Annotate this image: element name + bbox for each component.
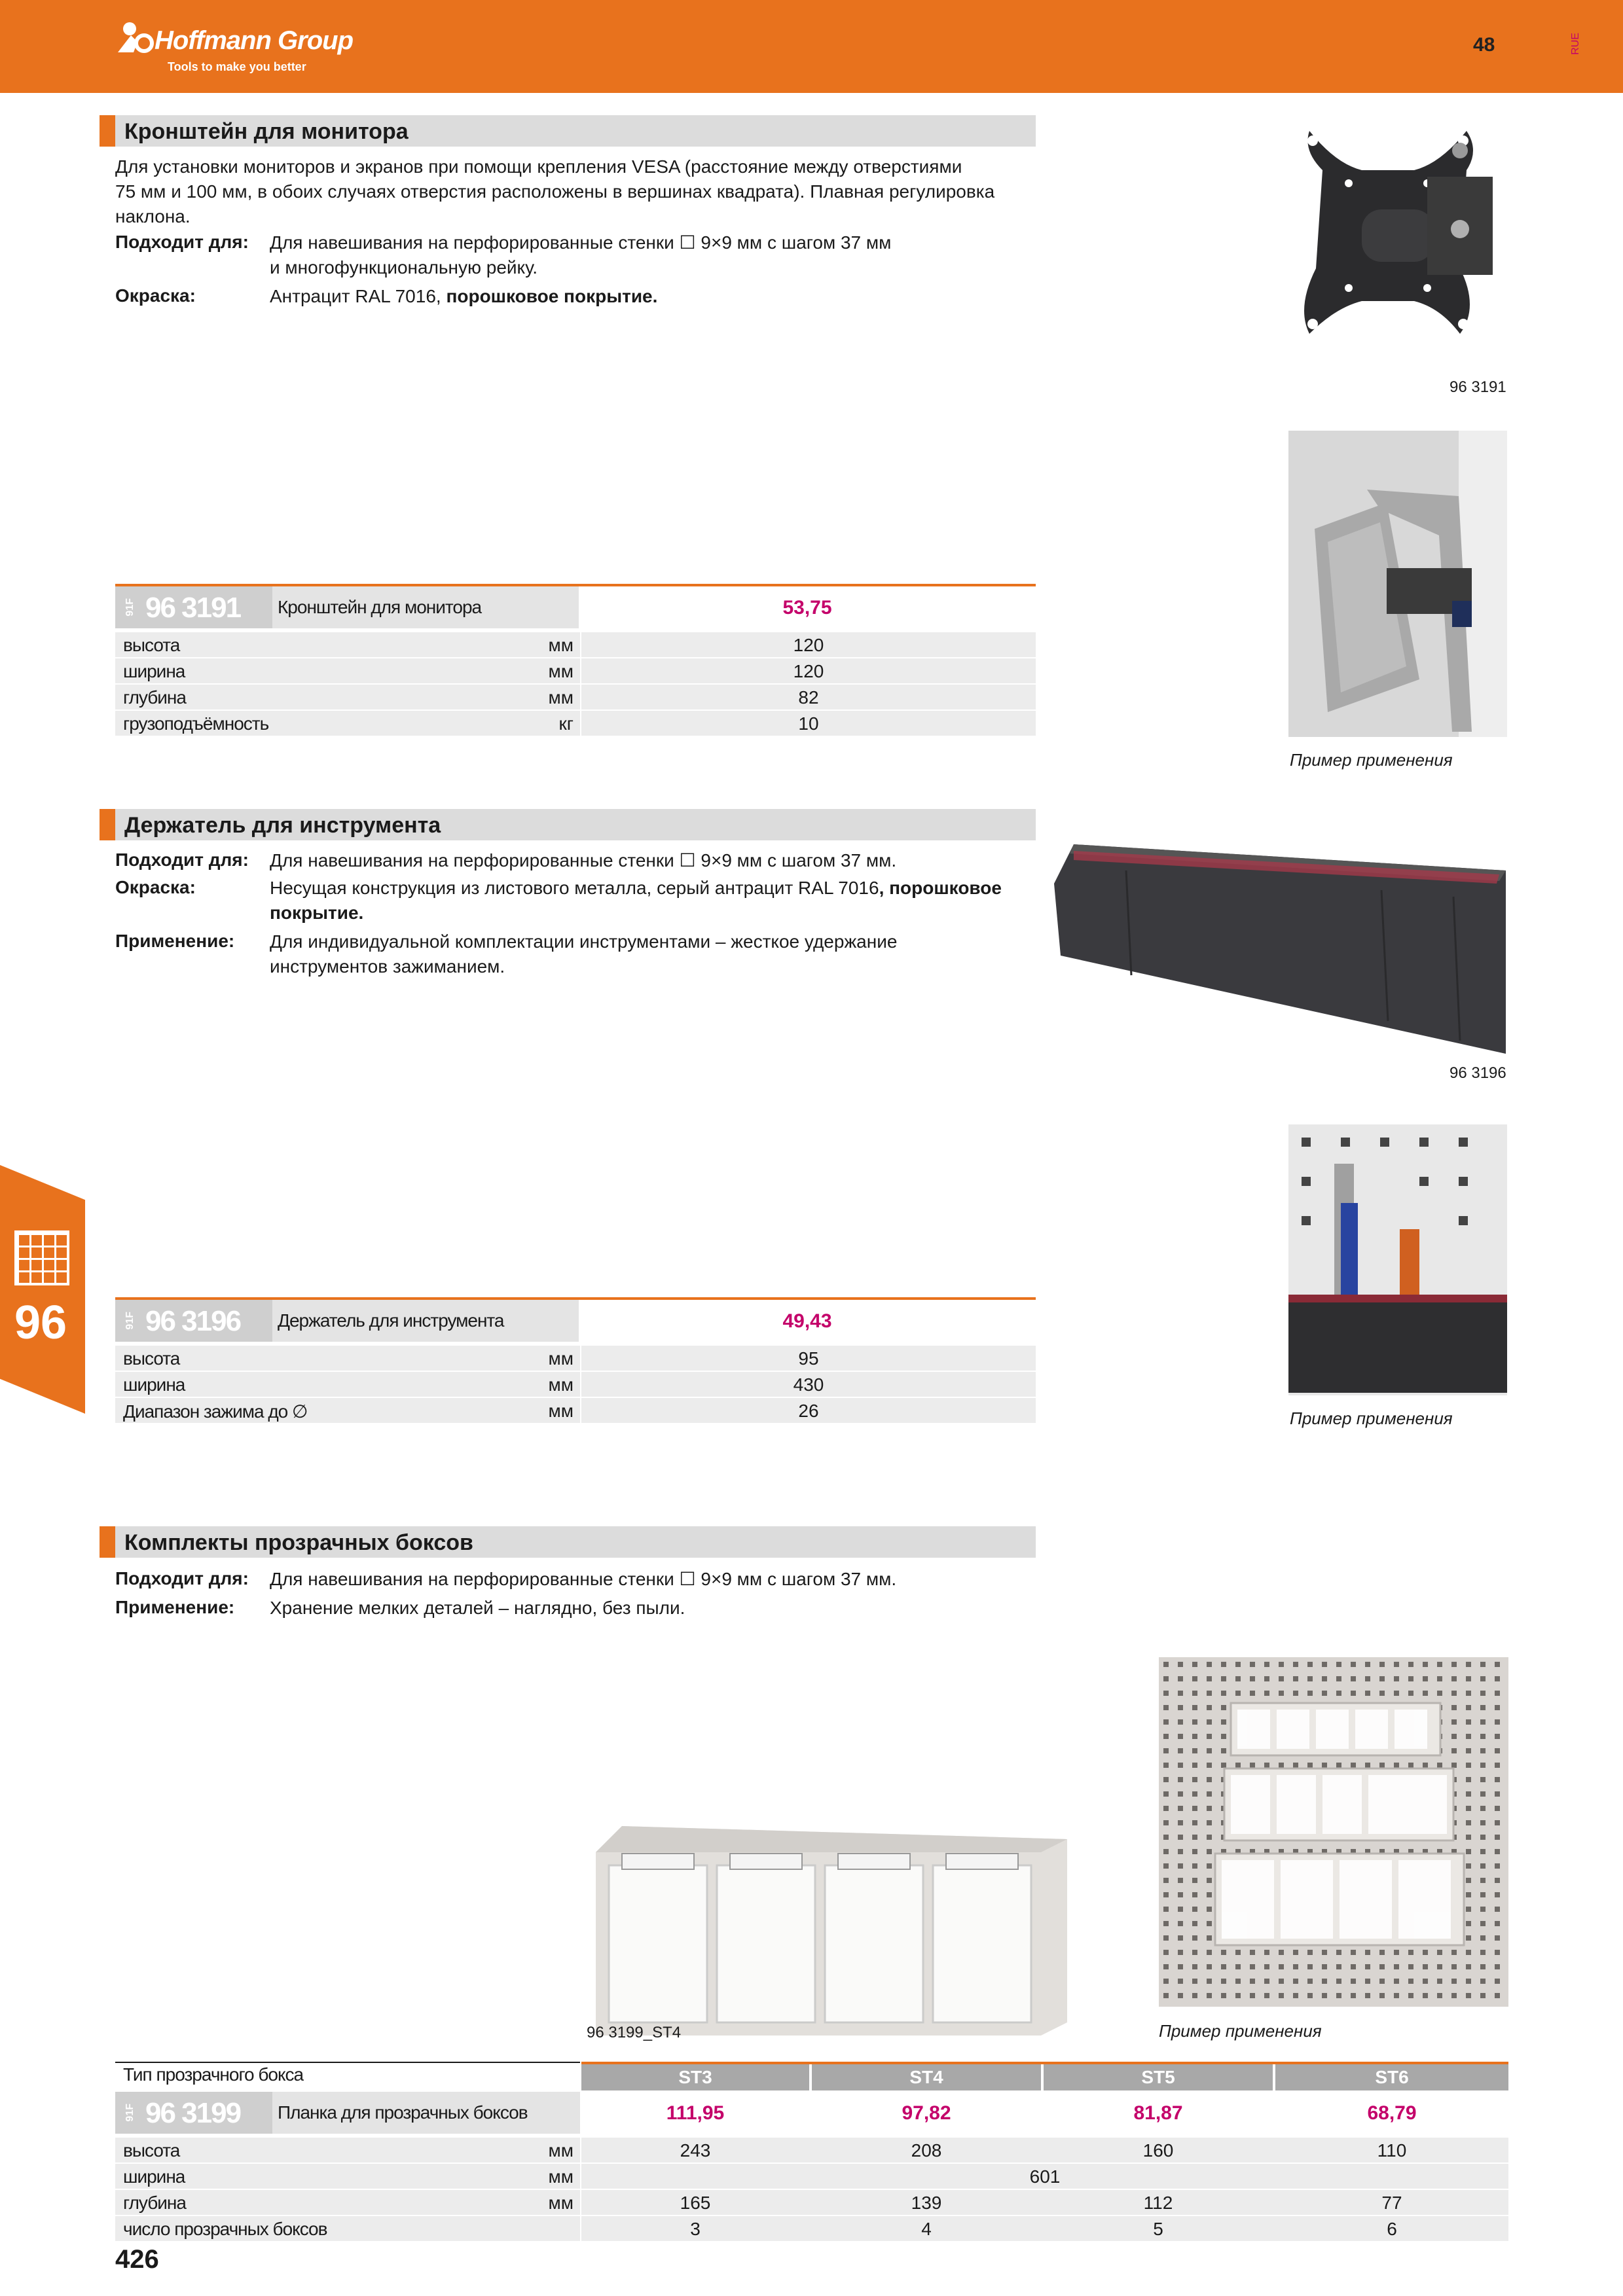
series-tag: 91F [124, 1312, 136, 1330]
fits-value [270, 230, 891, 280]
image-caption: 96 3191 [1450, 378, 1506, 396]
paint-label: Окраска: [115, 877, 196, 897]
intro-line: 75 мм и 100 мм, в обоих случаях отверстия расположены в вершинах квадрата). Плавная регулировка [115, 181, 995, 202]
row-label: высота [123, 2140, 180, 2161]
row-value: 112 [1143, 2193, 1173, 2213]
section-title: Комплекты прозрачных боксов [124, 1530, 473, 1555]
article-number: 96 3199 [145, 2097, 241, 2129]
type-header: ST5 [1044, 2064, 1273, 2090]
row-label: число прозрачных боксов [123, 2219, 327, 2239]
product-name: Держатель для инструмента [278, 1310, 504, 1331]
row-label: Диапазон зажима до ∅ [123, 1401, 308, 1422]
row-value: 77 [1381, 2193, 1402, 2213]
product-name: Кронштейн для монитора [278, 597, 482, 617]
row-unit: мм [548, 687, 574, 708]
article-number: 96 3196 [145, 1305, 241, 1337]
example-application-image [1288, 431, 1507, 737]
series-tag: 91F [124, 598, 136, 617]
row-value: 139 [911, 2193, 942, 2213]
type-label: Тип прозрачного бокса [123, 2064, 304, 2085]
brand-name: Hoffmann Group [155, 26, 354, 55]
paint-value [270, 284, 657, 309]
fits-value: Для навешивания на перфорированные стенки ☐ 9×9 мм с шагом 37 мм. [270, 1569, 897, 1589]
row-unit: кг [558, 713, 574, 734]
page-number: 426 [115, 2245, 159, 2274]
type-header: ST3 [581, 2064, 809, 2090]
row-value: 6 [1387, 2219, 1397, 2239]
row-value: 120 [793, 661, 824, 681]
chapter-tab [0, 1165, 85, 1414]
image-caption: 96 3199_ST4 [587, 2024, 682, 2041]
catalog-code: RUE [1570, 33, 1581, 55]
row-unit: мм [548, 1374, 574, 1395]
fits-value: Для навешивания на перфорированные стенки ☐ 9×9 мм с шагом 37 мм. [270, 850, 897, 870]
row-value: 95 [798, 1348, 819, 1369]
price: 53,75 [782, 597, 832, 619]
article-number: 96 3191 [145, 592, 241, 624]
row-value: 4 [921, 2219, 932, 2239]
row-unit: мм [548, 2193, 574, 2213]
row-value: 430 [793, 1374, 824, 1395]
row-value: 120 [793, 635, 824, 655]
row-unit: мм [548, 2140, 574, 2161]
row-value: 82 [798, 687, 819, 708]
price: 111,95 [666, 2102, 725, 2124]
row-label: глубина [123, 687, 186, 708]
paint-bold: покрытие. [270, 903, 364, 923]
row-unit: мм [548, 2166, 574, 2187]
product-name-cell [272, 2092, 580, 2134]
row-label: высота [123, 635, 180, 655]
paint-text: Несущая конструкция из листового металла, серый антрацит RAL 7016 [270, 878, 879, 898]
fits-label: Подходит для: [115, 232, 249, 252]
product-name-cell [272, 586, 579, 628]
row-value: 26 [798, 1401, 819, 1421]
section-heading [100, 115, 1036, 147]
section-title: Держатель для инструмента [124, 813, 441, 838]
row-label: ширина [123, 1374, 185, 1395]
row-label: ширина [123, 661, 185, 681]
row-value: 243 [680, 2140, 711, 2161]
row-unit: мм [548, 635, 574, 655]
fits-label: Подходит для: [115, 1568, 249, 1588]
intro-line: наклона. [115, 206, 191, 226]
section-heading [100, 1526, 1036, 1558]
use-value: Хранение мелких деталей – наглядно, без пыли. [270, 1598, 685, 1618]
price: 97,82 [902, 2102, 951, 2124]
example-application-image [1288, 1124, 1507, 1395]
paint-bold: порошковое покрытие. [446, 286, 658, 306]
row-value: 601 [1029, 2166, 1061, 2187]
monitor-bracket-image [1283, 124, 1506, 347]
row-label: ширина [123, 2166, 185, 2187]
row-value: 110 [1377, 2140, 1407, 2161]
price: 81,87 [1133, 2102, 1183, 2124]
product-name-cell [272, 1300, 579, 1342]
use-value [270, 929, 897, 979]
transparent-boxes-image [583, 1826, 1067, 2036]
row-value: 10 [798, 713, 819, 734]
grid-icon [14, 1230, 69, 1285]
page-top-number: 48 [1473, 34, 1495, 56]
type-header: ST6 [1275, 2064, 1508, 2090]
price: 68,79 [1367, 2102, 1417, 2124]
paint-value [270, 876, 1042, 925]
section-title: Кронштейн для монитора [124, 119, 409, 144]
row-value: 5 [1153, 2219, 1163, 2239]
type-label-cell [115, 2062, 580, 2088]
product-name: Планка для прозрачных боксов [278, 2102, 528, 2123]
section-intro [115, 154, 1045, 229]
paint-text: Антрацит RAL 7016, [270, 286, 447, 306]
row-value: 208 [911, 2140, 942, 2161]
series-tag: 91F [124, 2104, 136, 2122]
row-value: 165 [680, 2193, 711, 2213]
chapter-number: 96 [14, 1297, 67, 1349]
paint-label: Окраска: [115, 285, 196, 306]
row-label: грузоподъёмность [123, 713, 269, 734]
article-code-box [115, 2092, 272, 2134]
example-caption: Пример применения [1159, 2021, 1322, 2041]
article-code-box [115, 1300, 272, 1342]
row-label: высота [123, 1348, 180, 1369]
tool-holder-image [1054, 844, 1512, 1060]
intro-line: Для установки мониторов и экранов при помощи крепления VESA (расстояние между отверстиями [115, 156, 962, 177]
image-caption: 96 3196 [1450, 1064, 1506, 1082]
row-unit: мм [548, 1401, 574, 1421]
price: 49,43 [782, 1310, 832, 1332]
section-heading [100, 809, 1036, 840]
brand-tagline: Tools to make you better [168, 60, 306, 73]
example-caption: Пример применения [1290, 750, 1453, 770]
row-label: глубина [123, 2193, 186, 2213]
row-value: 3 [690, 2219, 701, 2239]
paint-bold: , порошковое [879, 878, 1002, 898]
row-unit: мм [548, 1348, 574, 1369]
use-line: инструментов зажиманием. [270, 956, 505, 977]
use-label: Применение: [115, 1597, 235, 1617]
fits-line: и многофункциональную рейку. [270, 257, 538, 278]
use-label: Применение: [115, 931, 235, 951]
row-value: 160 [1142, 2140, 1174, 2161]
type-header: ST4 [812, 2064, 1041, 2090]
example-caption: Пример применения [1290, 1408, 1453, 1428]
use-line: Для индивидуальной комплектации инструментами – жесткое удержание [270, 931, 898, 952]
table-top-rule [115, 2062, 580, 2063]
fits-line: Для навешивания на перфорированные стенки ☐ 9×9 мм с шагом 37 мм [270, 232, 892, 253]
fits-label: Подходит для: [115, 850, 249, 870]
example-application-image [1159, 1657, 1508, 2007]
row-unit: мм [548, 661, 574, 681]
article-code-box [115, 586, 272, 628]
hoffmann-logo-icon [115, 20, 155, 55]
